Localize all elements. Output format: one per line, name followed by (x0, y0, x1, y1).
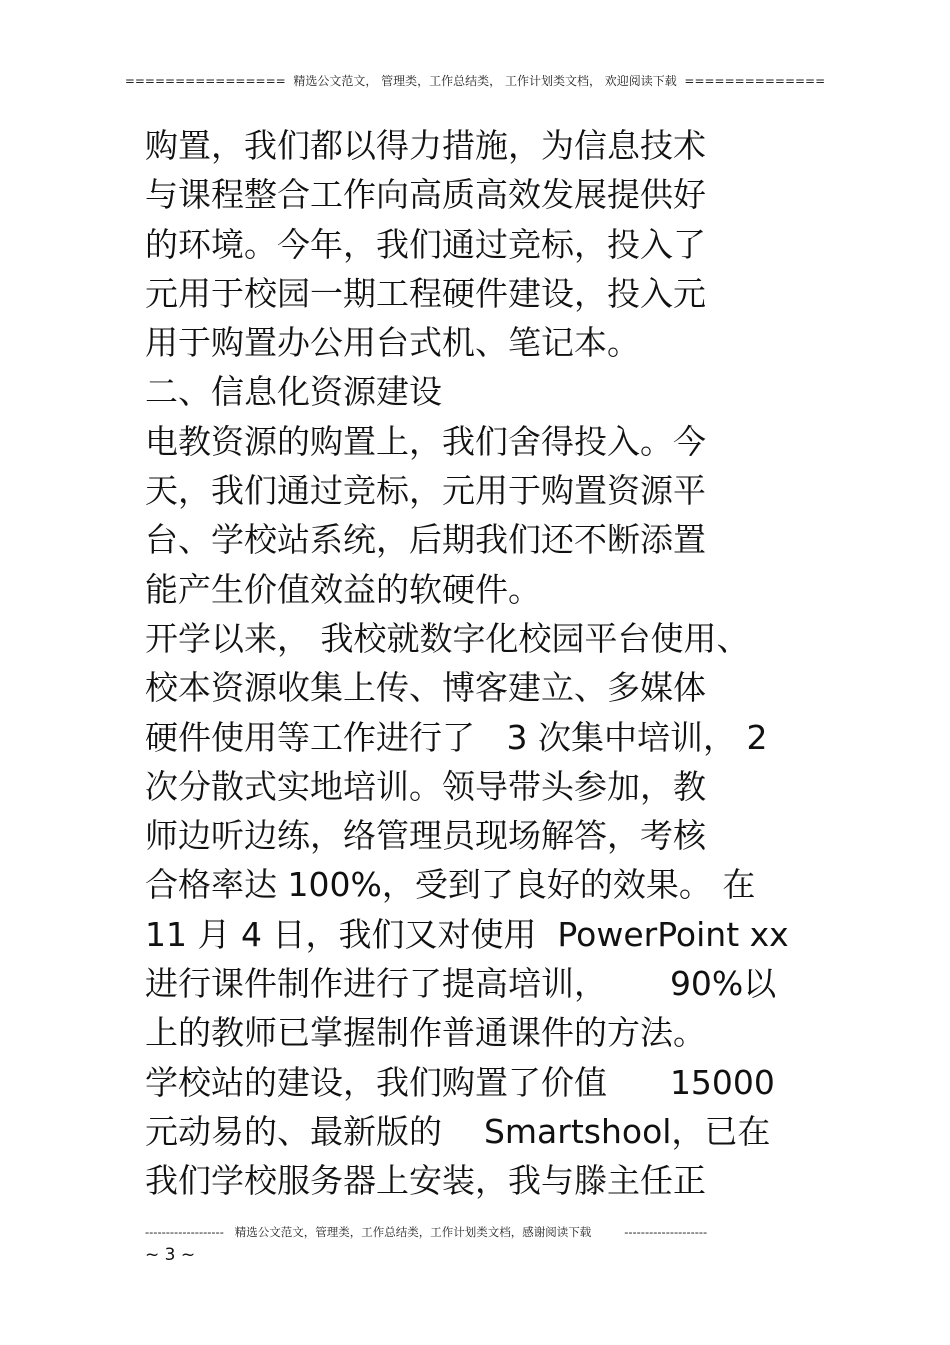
body-line: 元用于校园一期工程硬件建设，投入元 (145, 273, 706, 313)
body-line: 次分散式实地培训。领导带头参加，教 (145, 766, 706, 806)
body-line: 进行课件制作进行了提高培训， 90%以 (145, 964, 777, 1004)
body-line: 上的教师已掌握制作普通课件的方法。 (145, 1013, 706, 1053)
body-line: 11 月 4 日，我们又对使用 PowerPoint xx (145, 914, 789, 954)
body-line: 元动易的、最新版的 Smartshool，已在 (145, 1111, 771, 1151)
page-number: ~ 3 ~ (145, 1245, 196, 1265)
page-header: ================ 精选公文范文， 管理类，工作总结类， 工作计划类文档， 欢迎阅读下载 ============== (124, 74, 826, 88)
body-line: 我们学校服务器上安装，我与滕主任正 (145, 1161, 706, 1201)
body-line: 的环境。今年，我们通过竞标，投入了 (145, 224, 706, 264)
body-line: 台、学校站系统，后期我们还不断添置 (145, 520, 706, 560)
body-line: 合格率达 100%，受到了良好的效果。 在 (145, 865, 756, 905)
body-line: 硬件使用等工作进行了 3 次集中培训， 2 (145, 717, 768, 757)
body-line: 开学以来， 我校就数字化校园平台使用、 (145, 618, 750, 658)
document-body (145, 121, 825, 1206)
body-line: 电教资源的购置上，我们舍得投入。今 (145, 421, 706, 461)
body-line: 天，我们通过竞标，元用于购置资源平 (145, 471, 706, 511)
section-heading: 二、信息化资源建设 (145, 372, 442, 412)
body-line: 校本资源收集上传、博客建立、多媒体 (145, 668, 706, 708)
body-line: 购置，我们都以得力措施，为信息技术 (145, 126, 706, 165)
body-line: 能产生价值效益的软硬件。 (145, 569, 541, 609)
page-footer: ------------------- 精选公文范文，管理类，工作总结类，工作计划类文档，感谢阅读下载 -------------------- (145, 1225, 708, 1239)
body-line: 与课程整合工作向高质高效发展提供好 (145, 175, 706, 215)
body-line: 学校站的建设，我们购置了价值 15000 (145, 1062, 775, 1102)
body-line: 用于购置办公用台式机、笔记本。 (145, 323, 640, 363)
body-line: 师边听边练，络管理员现场解答，考核 (145, 816, 706, 856)
